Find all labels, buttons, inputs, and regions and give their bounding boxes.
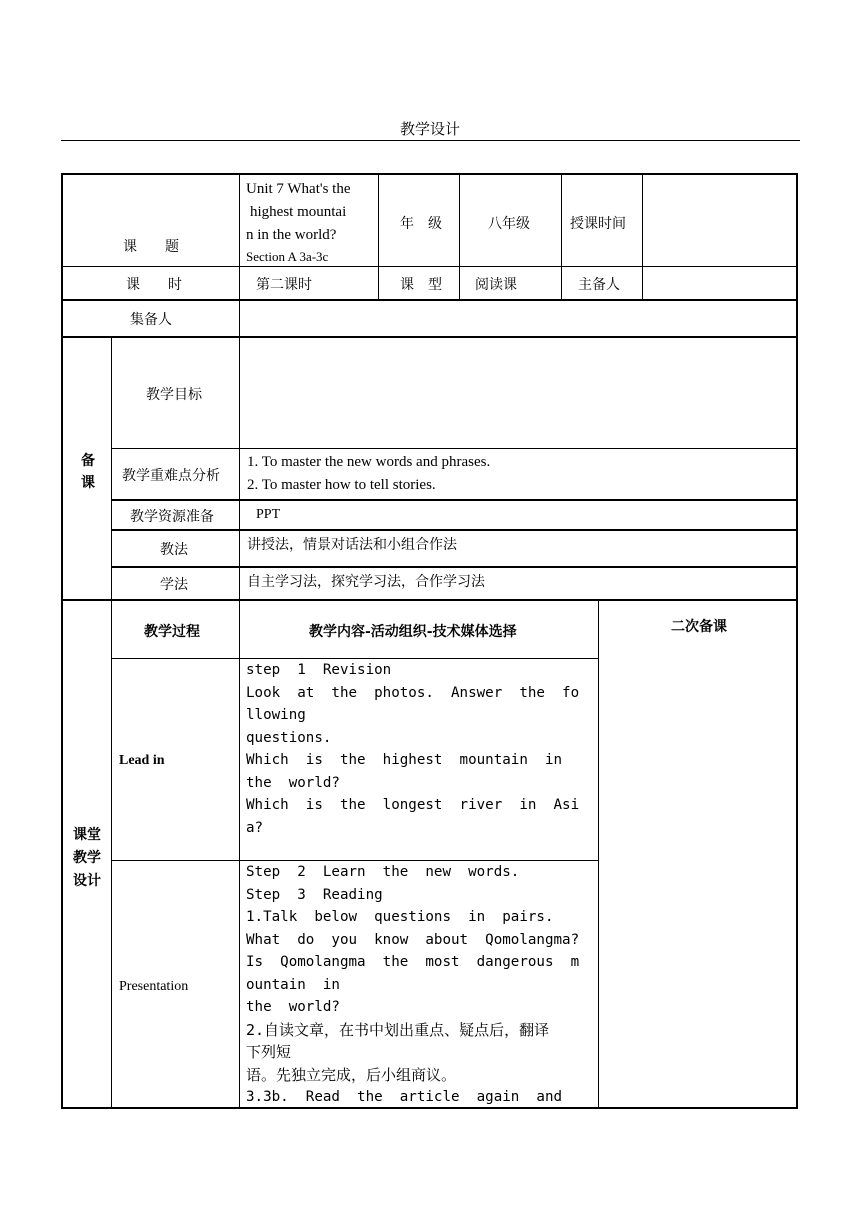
presentation-line-3: 1.Talk below questions in pairs.: [246, 909, 554, 925]
presentation-line-4: What do you know about Qomolangma?: [246, 932, 580, 948]
document-title: 教学设计: [399, 120, 460, 138]
grade-label-cell: [379, 173, 460, 267]
lead-label-cell: [562, 267, 643, 301]
lead-in-line-2: Look at the photos. Answer the fo: [246, 685, 580, 701]
presentation-content-cell: [240, 861, 599, 1109]
classroom-side-label-2: 教学: [73, 850, 101, 866]
method-value: 讲授法，情景对话法和小组合作法: [247, 537, 457, 553]
lead-in-line-7: Which is the longest river in Asi: [246, 797, 580, 813]
content-header: 教学内容-活动组织-技术媒体选择: [309, 624, 517, 640]
presentation-line-2: Step 3 Reading: [246, 887, 383, 903]
key-line-2: 2. To master how to tell stories.: [247, 477, 436, 493]
study-value: 自主学习法，探究学习法，合作学习法: [247, 574, 485, 590]
study-value-cell: [240, 568, 798, 601]
goal-label: 教学目标: [146, 387, 202, 403]
prep-side-label-2: 课: [81, 475, 95, 491]
time-label-cell: [562, 173, 643, 267]
grade-label: 年 级: [400, 216, 442, 232]
period-value: 第二课时: [256, 277, 312, 293]
study-label-cell: [112, 568, 240, 601]
classroom-side-label-1: 课堂: [73, 827, 101, 843]
lead-in-line-4: questions.: [246, 730, 332, 746]
group-label-cell: [61, 301, 240, 338]
content-header-cell: [240, 601, 599, 659]
res-label-cell: [112, 501, 240, 531]
method-value-cell: [240, 531, 798, 568]
lead-in-line-3: llowing: [246, 707, 306, 723]
group-label: 集备人: [130, 312, 172, 328]
lead-in-line-8: a?: [246, 820, 264, 836]
topic-value-cell: [240, 173, 379, 267]
time-value-cell: [643, 173, 798, 267]
presentation-line-6: ountain in: [246, 977, 340, 993]
key-label: 教学重难点分析: [122, 468, 220, 484]
goal-value-cell: [240, 338, 798, 449]
lead-in-line-6: the world?: [246, 775, 340, 791]
presentation-line-8: 2.自读文章，在书中划出重点、疑点后，翻译: [246, 1021, 550, 1039]
grade-value: 八年级: [488, 216, 530, 232]
process-header: 教学过程: [144, 624, 200, 640]
method-label-cell: [112, 531, 240, 568]
topic-line-2: highest mountai: [250, 204, 347, 220]
presentation-line-10: 语。先独立完成，后小组商议。: [246, 1066, 457, 1084]
topic-line-4: Section A 3a-3c: [246, 249, 329, 264]
topic-label-cell: [61, 173, 240, 267]
type-value: 阅读课: [475, 277, 517, 293]
prep-side-label-1: 备: [81, 453, 95, 469]
prep-side-cell: [61, 338, 112, 601]
key-value-cell: [240, 449, 798, 501]
title-underline: [61, 140, 800, 141]
presentation-line-7: the world?: [246, 999, 340, 1015]
classroom-side-label-3: 设计: [73, 873, 101, 889]
presentation-line-5: Is Qomolangma the most dangerous m: [246, 954, 580, 970]
lead-in-line-5: Which is the highest mountain in: [246, 752, 563, 768]
res-label: 教学资源准备: [130, 509, 214, 525]
lead-label: 主备人: [578, 277, 620, 293]
process-header-cell: [112, 601, 240, 659]
lead-in-content-cell: [240, 659, 599, 861]
classroom-side-cell: [61, 601, 112, 1109]
time-label: 授课时间: [570, 216, 626, 232]
presentation-line-9: 下列短: [246, 1043, 292, 1061]
second-prep-header: 二次备课: [671, 619, 727, 635]
grade-value-cell: [460, 173, 562, 267]
res-value: PPT: [256, 507, 281, 522]
topic-label: 课 题: [123, 239, 179, 255]
lead-in-line-1: step 1 Revision: [246, 662, 392, 678]
lead-value-cell: [643, 267, 798, 301]
goal-label-cell: [112, 338, 240, 449]
type-value-cell: [460, 267, 562, 301]
type-label-cell: [379, 267, 460, 301]
key-line-1: 1. To master the new words and phrases.: [247, 454, 491, 470]
topic-line-3: n in the world?: [246, 227, 337, 243]
res-value-cell: [240, 501, 798, 531]
study-label: 学法: [160, 577, 188, 593]
presentation-line-1: Step 2 Learn the new words.: [246, 864, 520, 880]
topic-line-1: Unit 7 What's the: [246, 181, 351, 197]
lead-in-label: Lead in: [119, 753, 165, 768]
presentation-label: Presentation: [119, 979, 189, 994]
period-value-cell: [240, 267, 379, 301]
key-label-cell: [112, 449, 240, 501]
method-label: 教法: [160, 542, 188, 558]
type-label: 课 型: [400, 277, 442, 293]
period-label: 课 时: [126, 277, 182, 293]
lead-in-label-cell: [112, 659, 240, 861]
period-label-cell: [61, 267, 240, 301]
second-prep-cell: [599, 601, 798, 1109]
presentation-line-11: 3.3b. Read the article again and: [246, 1089, 563, 1105]
presentation-label-cell: [112, 861, 240, 1109]
group-value-cell: [240, 301, 798, 338]
